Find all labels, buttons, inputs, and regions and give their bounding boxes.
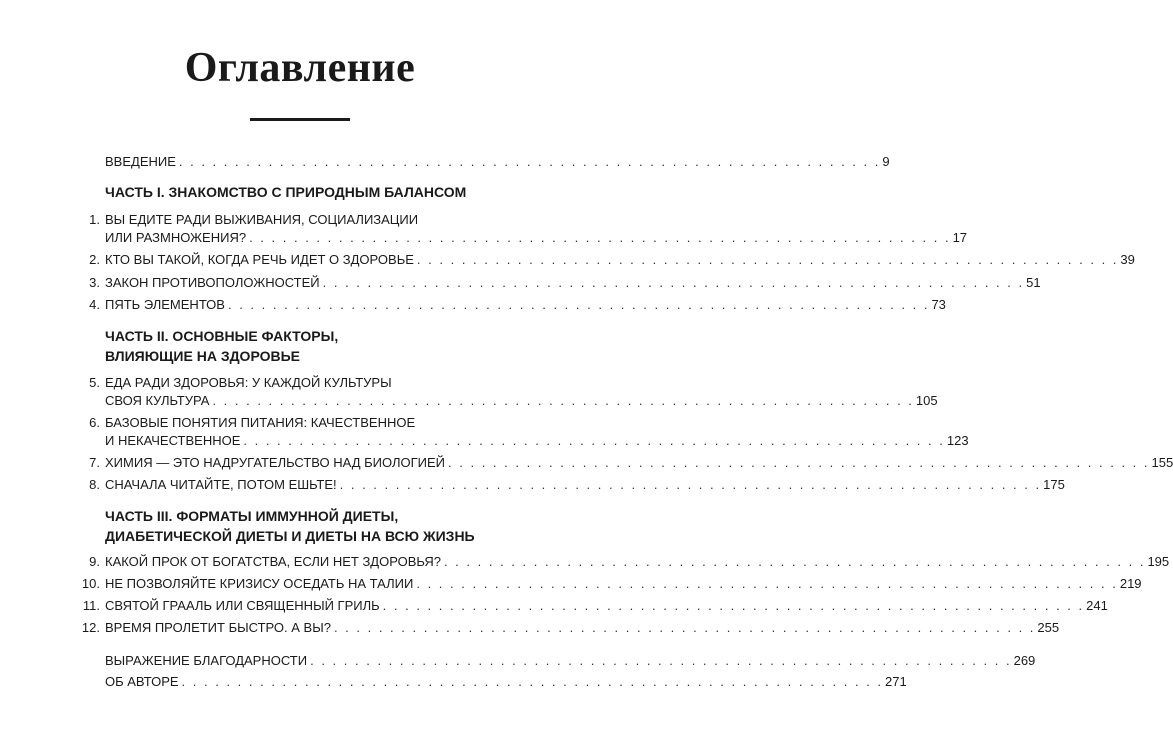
chapter-number: 7. (89, 455, 100, 470)
chapter-number: 12. (81, 620, 100, 635)
toc-page-number: 241 (1086, 598, 1108, 613)
toc-entry-chapter[interactable] (0, 373, 600, 393)
part-heading: ЧАСТЬ I. ЗНАКОМСТВО С ПРИРОДНЫМ БАЛАНСОМ (105, 184, 467, 200)
toc-entry-label: БАЗОВЫЕ ПОНЯТИЯ ПИТАНИЯ: КАЧЕСТВЕННОЕ (105, 415, 416, 430)
chapter-number: 4. (89, 297, 100, 312)
dot-leader: . . . . . . . . . . . . . . . . . . . . . . . . . . . . . . . . . . . . . . . . . . . . . . . . . . . . . . . . . . . . . . . (416, 576, 1118, 591)
toc-entry-continuation[interactable] (0, 431, 969, 451)
chapter-number: 9. (89, 554, 100, 569)
dot-leader: . . . . . . . . . . . . . . . . . . . . . . . . . . . . . . . . . . . . . . . . . . . . . . . . . . . . . . . . . . . . . . . (382, 598, 1085, 613)
chapter-number: 10. (81, 576, 100, 591)
chapter-number: 11. (82, 598, 100, 613)
toc-entry-chapter[interactable] (0, 413, 600, 433)
dot-leader: . . . . . . . . . . . . . . . . . . . . . . . . . . . . . . . . . . . . . . . . . . . . . . . . . . . . . . . . . . . . . . . (448, 455, 1150, 470)
toc-page-number: 219 (1119, 576, 1142, 591)
dot-leader: . . . . . . . . . . . . . . . . . . . . . . . . . . . . . . . . . . . . . . . . . . . . . . . . . . . . . . . . . . . . . . . (339, 477, 1042, 492)
toc-entry-chapter[interactable] (0, 618, 1060, 638)
dot-leader: . . . . . . . . . . . . . . . . . . . . . . . . . . . . . . . . . . . . . . . . . . . . . . . . . . . . . . . . . . . . . . . (178, 154, 881, 169)
title-underline (250, 118, 350, 121)
dot-leader: . . . . . . . . . . . . . . . . . . . . . . . . . . . . . . . . . . . . . . . . . . . . . . . . . . . . . . . . . . . . . . . (181, 674, 884, 689)
dot-leader: . . . . . . . . . . . . . . . . . . . . . . . . . . . . . . . . . . . . . . . . . . . . . . . . . . . . . . . . . . . . . . . (212, 393, 914, 408)
toc-entry-chapter[interactable] (0, 273, 1041, 293)
toc-page-number: 255 (1037, 620, 1060, 635)
toc-page-number: 271 (885, 674, 907, 689)
toc-entry-chapter[interactable] (0, 574, 1142, 594)
chapter-number: 3. (89, 275, 100, 290)
toc-page-number: 123 (946, 433, 969, 448)
toc-entry-label: ВЫРАЖЕНИЕ БЛАГОДАРНОСТИ (105, 653, 308, 668)
toc-entry-chapter[interactable] (0, 210, 600, 230)
chapter-number: 8. (89, 477, 100, 492)
chapter-number: 5. (89, 375, 100, 390)
toc-page-number: 39 (1120, 252, 1135, 267)
toc-entry-continuation[interactable] (0, 228, 968, 248)
part-heading: ЧАСТЬ III. ФОРМАТЫ ИММУННОЙ ДИЕТЫ, (105, 508, 399, 524)
dot-leader: . . . . . . . . . . . . . . . . . . . . . . . . . . . . . . . . . . . . . . . . . . . . . . . . . . . . . . . . . . . . . . . (227, 297, 930, 312)
toc-page-number: 9 (882, 154, 890, 169)
toc-entry-label: ВРЕМЯ ПРОЛЕТИТ БЫСТРО. А ВЫ? (105, 620, 331, 635)
toc-entry-label: ХИМИЯ — ЭТО НАДРУГАТЕЛЬСТВО НАД БИОЛОГИЕЙ (105, 455, 446, 470)
toc-entry-chapter[interactable] (0, 596, 1108, 616)
toc-entry-label: СНАЧАЛА ЧИТАЙТЕ, ПОТОМ ЕШЬТЕ! (105, 477, 337, 492)
toc-entry-chapter[interactable] (0, 295, 946, 315)
toc-entry-acknowledgements[interactable] (0, 651, 1036, 671)
toc-page-number: 17 (952, 230, 968, 245)
part-heading: ЧАСТЬ II. ОСНОВНЫЕ ФАКТОРЫ, (105, 328, 339, 344)
dot-leader: . . . . . . . . . . . . . . . . . . . . . . . . . . . . . . . . . . . . . . . . . . . . . . . . . . . . . . . . . . . . . . . (416, 252, 1119, 267)
toc-entry-about-author[interactable] (0, 672, 907, 692)
toc-entry-label: НЕ ПОЗВОЛЯЙТЕ КРИЗИСУ ОСЕДАТЬ НА ТАЛИИ (105, 576, 414, 591)
dot-leader: . . . . . . . . . . . . . . . . . . . . . . . . . . . . . . . . . . . . . . . . . . . . . . . . . . . . . . . . . . . . . . . (310, 653, 1012, 668)
dot-leader: . . . . . . . . . . . . . . . . . . . . . . . . . . . . . . . . . . . . . . . . . . . . . . . . . . . . . . . . . . . . . . . (443, 554, 1146, 569)
toc-entry-chapter[interactable] (0, 453, 1173, 473)
toc-entry-label: КТО ВЫ ТАКОЙ, КОГДА РЕЧЬ ИДЕТ О ЗДОРОВЬЕ (105, 252, 414, 267)
toc-page-number: 51 (1026, 275, 1041, 290)
toc-entry-label: ИЛИ РАЗМНОЖЕНИЯ? (105, 230, 247, 245)
toc-page-number: 105 (915, 393, 938, 408)
page-title: Оглавление (184, 45, 416, 91)
toc-entry-intro[interactable] (0, 152, 890, 172)
toc-entry-continuation[interactable] (0, 391, 938, 411)
toc-entry-label: ЕДА РАДИ ЗДОРОВЬЯ: У КАЖДОЙ КУЛЬТУРЫ (105, 375, 392, 390)
toc-entry-label: ПЯТЬ ЭЛЕМЕНТОВ (105, 297, 225, 312)
dot-leader: . . . . . . . . . . . . . . . . . . . . . . . . . . . . . . . . . . . . . . . . . . . . . . . . . . . . . . . . . . . . . . . (333, 620, 1036, 635)
chapter-number: 1. (89, 212, 100, 227)
toc-entry-label: ВВЕДЕНИЕ (105, 154, 176, 169)
toc-entry-label: СВЯТОЙ ГРААЛЬ ИЛИ СВЯЩЕННЫЙ ГРИЛЬ (105, 598, 380, 613)
toc-entry-chapter[interactable] (0, 475, 1065, 495)
dot-leader: . . . . . . . . . . . . . . . . . . . . . . . . . . . . . . . . . . . . . . . . . . . . . . . . . . . . . . . . . . . . . . . (249, 230, 951, 245)
toc-entry-label: СВОЯ КУЛЬТУРА (105, 393, 210, 408)
chapter-number: 2. (89, 252, 100, 267)
dot-leader: . . . . . . . . . . . . . . . . . . . . . . . . . . . . . . . . . . . . . . . . . . . . . . . . . . . . . . . . . . . . . . . (243, 433, 945, 448)
toc-page-number: 195 (1147, 554, 1170, 569)
part-heading: ВЛИЯЮЩИЕ НА ЗДОРОВЬЕ (105, 348, 301, 364)
toc-entry-label: КАКОЙ ПРОК ОТ БОГАТСТВА, ЕСЛИ НЕТ ЗДОРОВЬЯ? (105, 554, 441, 569)
toc-entry-label: ЗАКОН ПРОТИВОПОЛОЖНОСТЕЙ (105, 275, 320, 290)
chapter-number: 6. (89, 415, 100, 430)
toc-page-number: 155 (1151, 455, 1173, 470)
toc-page-number: 175 (1043, 477, 1065, 492)
dot-leader: . . . . . . . . . . . . . . . . . . . . . . . . . . . . . . . . . . . . . . . . . . . . . . . . . . . . . . . . . . . . . . . (322, 275, 1025, 290)
part-heading: ДИАБЕТИЧЕСКОЙ ДИЕТЫ И ДИЕТЫ НА ВСЮ ЖИЗНЬ (105, 528, 475, 544)
toc-entry-chapter[interactable] (0, 552, 1170, 572)
toc-entry-label: ОБ АВТОРЕ (105, 674, 179, 689)
toc-page-number: 73 (931, 297, 946, 312)
toc-entry-chapter[interactable] (0, 250, 1135, 270)
toc-entry-label: ВЫ ЕДИТЕ РАДИ ВЫЖИВАНИЯ, СОЦИАЛИЗАЦИИ (105, 212, 419, 227)
toc-entry-label: И НЕКАЧЕСТВЕННОЕ (105, 433, 241, 448)
toc-page-number: 269 (1013, 653, 1036, 668)
